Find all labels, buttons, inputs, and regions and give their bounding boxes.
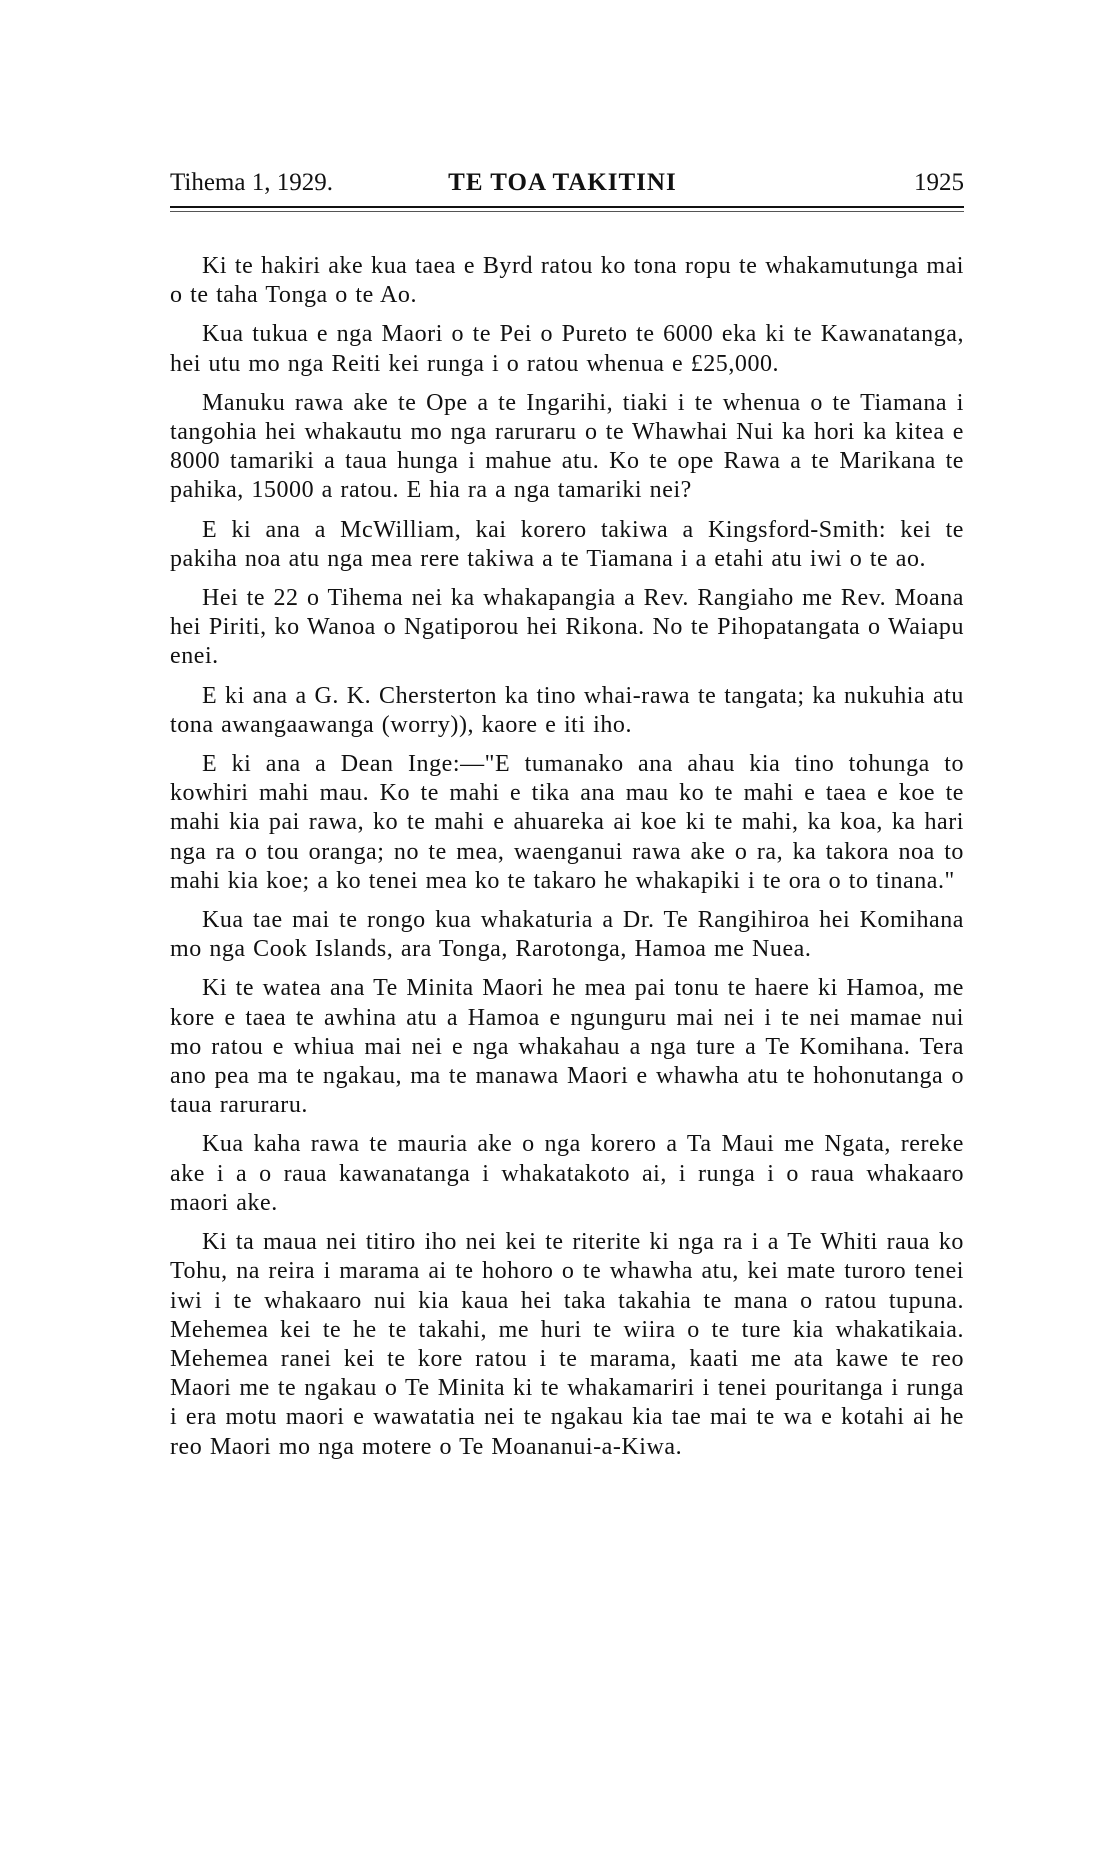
header-date: Tihema 1, 1929. [170, 169, 333, 196]
page-number: 1925 [914, 169, 964, 196]
paragraph: Hei te 22 o Tihema nei ka whakapangia a Rev. Rangiaho me Rev. Moana hei Piriti, ko Wanoa o Ngatiporou hei Rikona. No te Pihopatangata o Waiapu enei. [170, 585, 964, 670]
paragraph: E ki ana a G. K. Chersterton ka tino whai-rawa te tangata; ka nukuhia atu tona awangaawanga (worry)), kaore e iti iho. [170, 682, 964, 738]
paragraph: Ki ta maua nei titiro iho nei kei te riterite ki nga ra i a Te Whiti raua ko Tohu, na reira i marama ai te hohoro o te whawha atu, kei mate turoro tenei iwi i te whakaaro nui kia kaua hei taka takahia te mana o ratou tupuna. Mehemea kei te he te takahi, me huri te wiira o te ture kia whakatikaia. Mehemea ranei kei te kore ratou i te marama, kaati me ata kawe te reo Maori me te ngakau o Te Minita ki te whakamariri i tenei pouritanga i runga i era motu maori e wawatatia nei te ngakau kia tae mai te wa e kotahi ai he reo Maori mo nga motere o Te Moananui-a-Kiwa. [170, 1229, 964, 1460]
paragraph: Ki te hakiri ake kua taea e Byrd ratou ko tona ropu te whakamutunga mai o te taha Tonga o te Ao. [170, 253, 964, 309]
paragraph: Ki te watea ana Te Minita Maori he mea pai tonu te haere ki Hamoa, me kore e taea te awhina atu a Hamoa e ngunguru mai nei i te nei mamae nui mo ratou e whiua mai nei e nga whakahau a nga ture a Te Komihana. Tera ano pea ma te ngakau, ma te manawa Maori e whawha atu te hohonutanga o taua raruraru. [170, 975, 964, 1119]
paragraph: E ki ana a Dean Inge:—"E tumanako ana ahau kia tino tohunga to kowhiri mahi mau. Ko te mahi e tika ana mau ko te mahi e taea e koe te mahi kia pai rawa, ko te mahi e ahuareka ai koe ki te mahi, ka koa, ka hari nga ra o tou oranga; no te mea, waenganui rawa ake o ra, ka takora noa to mahi kia koe; a ko tenei mea ko te takaro he whakapiki i te ora o to tinana." [170, 751, 964, 894]
paragraph: Kua kaha rawa te mauria ake o nga korero a Ta Maui me Ngata, rereke ake i a o raua kawanatanga i whakatakoto ai, i runga i o raua whakaaro maori ake. [170, 1131, 964, 1216]
article-body [170, 252, 964, 1462]
running-header [170, 168, 964, 208]
document-page [170, 168, 964, 1472]
paragraph: Manuku rawa ake te Ope a te Ingarihi, tiaki i te whenua o te Tiamana i tangohia hei whakautu mo nga raruraru o te Whawhai Nui ka hori ka kitea e 8000 tamariki a taua hunga i mahue atu. Ko te ope Rawa a te Marikana te pahika, 15000 a ratou. E hia ra a nga tamariki nei? [170, 389, 964, 504]
paragraph: Kua tukua e nga Maori o te Pei o Pureto te 6000 eka ki te Kawanatanga, hei utu mo nga Reiti kei runga i o ratou whenua e £25,000. [170, 321, 964, 377]
paragraph: E ki ana a McWilliam, kai korero takiwa a Kingsford-Smith: kei te pakiha noa atu nga mea rere takiwa a te Tiamana i a etahi atu iwi o te ao. [170, 516, 964, 572]
paragraph: Kua tae mai te rongo kua whakaturia a Dr. Te Rangihiroa hei Komihana mo nga Cook Islands, ara Tonga, Rarotonga, Hamoa me Nuea. [170, 907, 964, 963]
header-title: TE TOA TAKITINI [448, 169, 677, 196]
